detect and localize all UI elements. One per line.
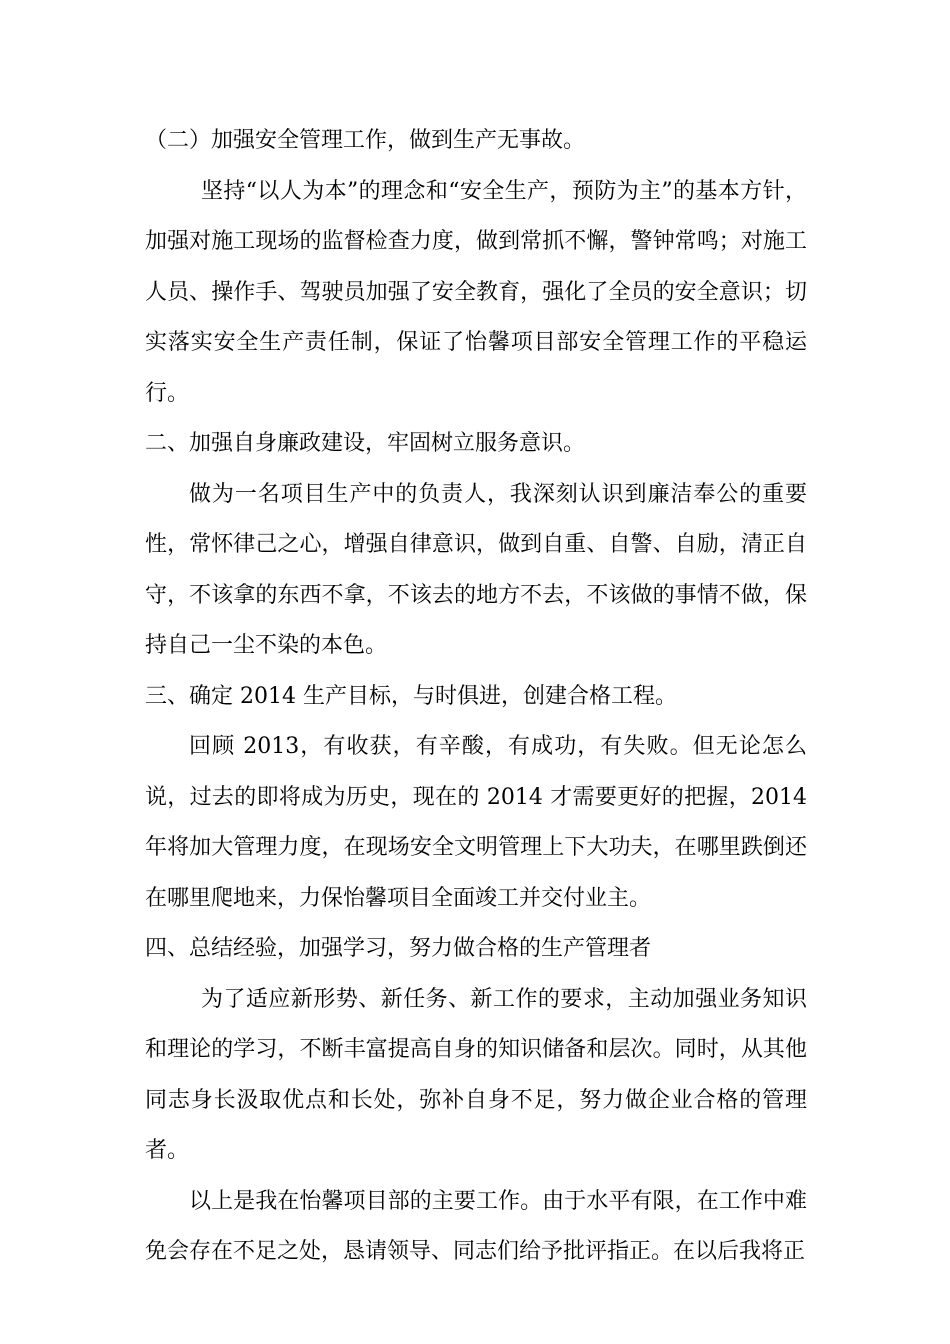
paragraph-goals: 回顾 2013，有收获，有辛酸，有成功，有失败。但无论怎么说，过去的即将成为历史，现在的 2014 才需要更好的把握，2014 年将加大管理力度，在现场安全文明管理上下大功夫，在哪里跌倒还在哪里爬地来，力保怡馨项目全面竣工并交付业主。: [145, 734, 807, 911]
paragraph-safety: 坚持“以人为本”的理念和“安全生产，预防为主”的基本方针，加强对施工现场的监督检查力度，做到常抓不懈，警钟常鸣；对施工人员、操作手、驾驶员加强了安全教育，强化了全员的安全意识；切实落实安全生产责任制，保证了怡馨项目部安全管理工作的平稳运行。: [145, 178, 807, 406]
section-heading-learning: 四、总结经验，加强学习，努力做合格的生产管理者: [145, 936, 652, 961]
paragraph-learning: 为了适应新形势、新任务、新工作的要求，主动加强业务知识和理论的学习，不断丰富提高自身的知识储备和层次。同时，从其他同志身长汲取优点和长处，弥补自身不足，努力做企业合格的管理者。: [145, 986, 807, 1163]
section-heading-2: （二）加强安全管理工作，做到生产无事故。: [145, 128, 586, 153]
document-body: [145, 116, 807, 1278]
section-heading-goals: 三、确定 2014 生产目标，与时俱进，创建合格工程。: [145, 683, 677, 709]
section-heading-integrity: 二、加强自身廉政建设，牢固树立服务意识。: [145, 431, 586, 456]
paragraph-closing: 以上是我在怡馨项目部的主要工作。由于水平有限，在工作中难免会存在不足之处，恳请领导、同志们给予批评指正。在以后我将正: [145, 1188, 807, 1264]
paragraph-integrity: 做为一名项目生产中的负责人，我深刻认识到廉洁奉公的重要性，常怀律己之心，增强自律意识，做到自重、自警、自励，清正自守，不该拿的东西不拿，不该去的地方不去，不该做的事情不做，保持自己一尘不染的本色。: [145, 481, 807, 658]
